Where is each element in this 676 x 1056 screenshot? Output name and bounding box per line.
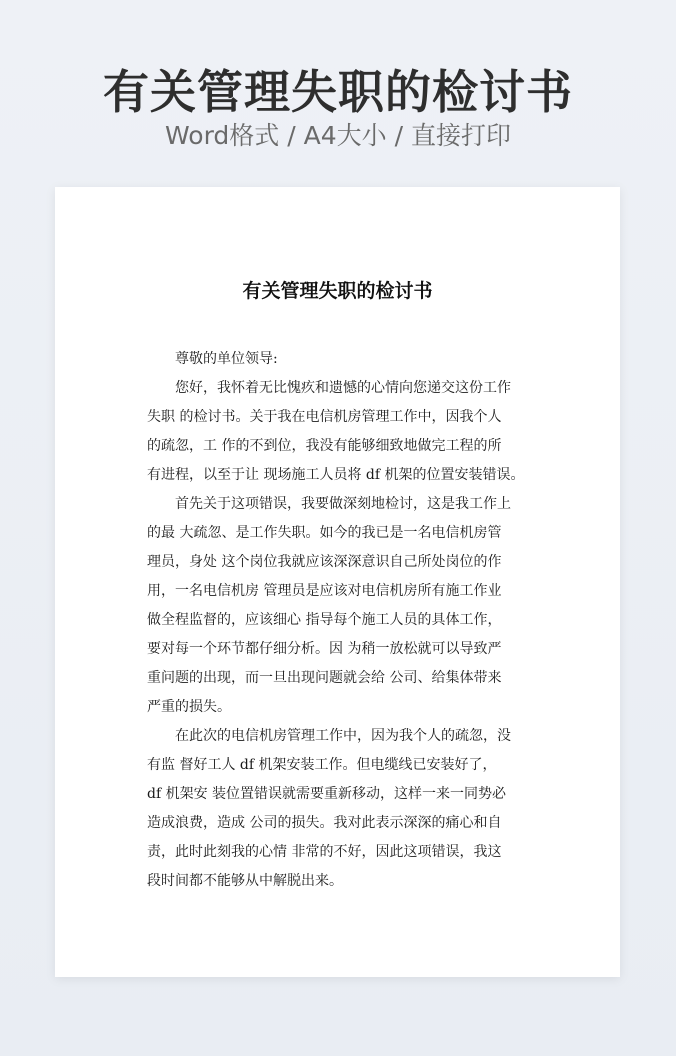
paragraph-3-line-1: 在此次的电信机房管理工作中，因为我个人的疏忽，没 [175, 728, 511, 744]
paragraph-1-line-1: 您好，我怀着无比愧疚和遗憾的心情向您递交这份工作 [175, 380, 511, 396]
document-body [147, 345, 535, 896]
paragraph-3-line-3: df 机架安 装位置错误就需要重新移动，这样一来一同势必 [147, 786, 507, 802]
paragraph-3-line-6: 段时间都不能够从中解脱出来。 [147, 873, 343, 889]
document-page [55, 187, 620, 977]
greeting-line: 尊敬的单位领导: [175, 351, 278, 367]
paragraph-2-line-1: 首先关于这项错误，我要做深刻地检讨，这是我工作上 [175, 496, 511, 512]
paragraph-2-line-2: 的最 大疏忽、是工作失职。如今的我已是一名电信机房管 [147, 525, 502, 541]
paragraph-2-line-5: 做全程监督的，应该细心 指导每个施工人员的具体工作， [147, 612, 502, 628]
paragraph-2-line-8: 严重的损失。 [147, 699, 231, 715]
paragraph-2-line-4: 用，一名电信机房 管理员是应该对电信机房所有施工作业 [147, 583, 502, 599]
banner-subtitle: Word格式 / A4大小 / 直接打印 [165, 121, 511, 150]
document-title: 有关管理失职的检讨书 [242, 280, 433, 302]
paragraph-3-line-5: 责，此时此刻我的心情 非常的不好，因此这项错误，我这 [147, 844, 502, 860]
paragraph-2-line-3: 理员，身处 这个岗位我就应该深深意识自己所处岗位的作 [147, 554, 502, 570]
paragraph-1-line-3: 的疏忽，工 作的不到位，我没有能够细致地做完工程的所 [147, 438, 502, 454]
paragraph-1-line-2: 失职 的检讨书。关于我在电信机房管理工作中，因我个人 [147, 409, 502, 425]
paragraph-1-line-4: 有进程，以至于让 现场施工人员将 df 机架的位置安装错误。 [147, 467, 525, 483]
paragraph-3-line-4: 造成浪费，造成 公司的损失。我对此表示深深的痛心和自 [147, 815, 502, 831]
paragraph-2-line-6: 要对每一个环节都仔细分析。因 为稍一放松就可以导致严 [147, 641, 502, 657]
paragraph-2-line-7: 重问题的出现，而一旦出现问题就会给 公司、给集体带来 [147, 670, 502, 686]
banner-title: 有关管理失职的检讨书 [103, 65, 573, 119]
paragraph-3-line-2: 有监 督好工人 df 机架安装工作。但电缆线已安装好了， [147, 757, 497, 773]
